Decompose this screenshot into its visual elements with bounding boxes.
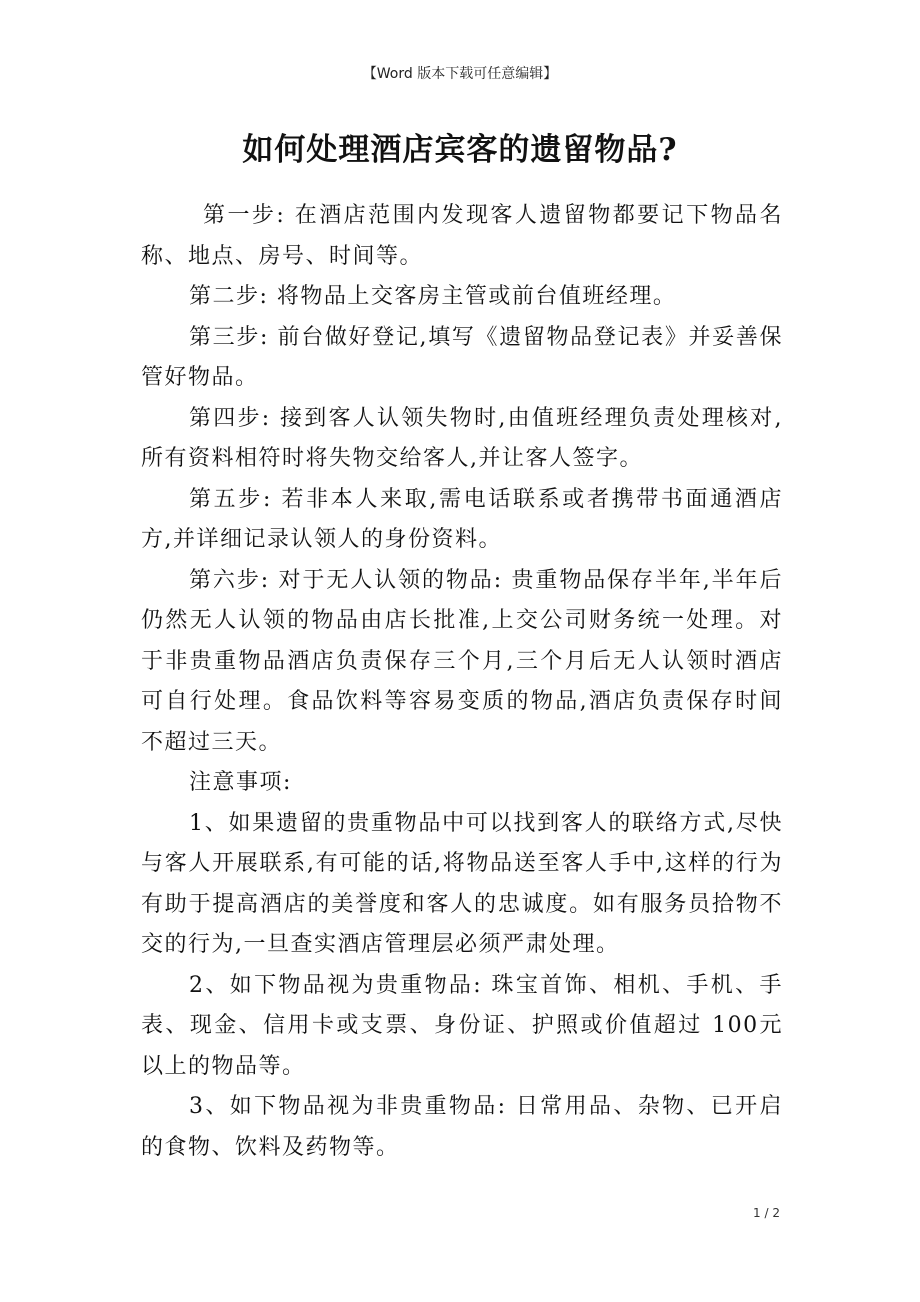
note-item-3: 3、如下物品视为非贵重物品: 日常用品、杂物、已开启的食物、饮料及药物等。 xyxy=(141,1094,783,1160)
note-item-1: 1、如果遗留的贵重物品中可以找到客人的联络方式,尽快与客人开展联系,有可能的话,将物品送至客人手中,这样的行为有助于提高酒店的美誉度和客人的忠诚度。如有服务员拾物不交的行为,一旦查实酒店管理层必须严肃处理。 xyxy=(141,810,783,957)
paragraph-step-3: 第三步: 前台做好登记,填写《遗留物品登记表》并妥善保管好物品。 xyxy=(141,324,783,390)
document-body xyxy=(141,196,783,1168)
download-note: 【Word 版本下载可任意编辑】 xyxy=(362,66,558,82)
notes-heading: 注意事项: xyxy=(189,770,292,795)
page-number: 1 / 2 xyxy=(753,1206,780,1220)
paragraph-step-1: 第一步: 在酒店范围内发现客人遗留物都要记下物品名称、地点、房号、时间等。 xyxy=(141,203,783,269)
document-title: 如何处理酒店宾客的遗留物品? xyxy=(242,132,678,168)
paragraph-step-4: 第四步: 接到客人认领失物时,由值班经理负责处理核对,所有资料相符时将失物交给客人,并让客人签字。 xyxy=(141,405,783,471)
paragraph-step-5: 第五步: 若非本人来取,需电话联系或者携带书面通酒店方,并详细记录认领人的身份资料。 xyxy=(141,486,783,552)
note-item-2: 2、如下物品视为贵重物品: 珠宝首饰、相机、手机、手表、现金、信用卡或支票、身份证、护照或价值超过 100元以上的物品等。 xyxy=(141,972,783,1079)
paragraph-step-2: 第二步: 将物品上交客房主管或前台值班经理。 xyxy=(189,284,677,309)
paragraph-step-6: 第六步: 对于无人认领的物品: 贵重物品保存半年,半年后仍然无人认领的物品由店长批准,上交公司财务统一处理。对于非贵重物品酒店负责保存三个月,三个月后无人认领时酒店可自行处理。食品饮料等容易变质的物品,酒店负责保存时间不超过三天。 xyxy=(141,567,783,755)
